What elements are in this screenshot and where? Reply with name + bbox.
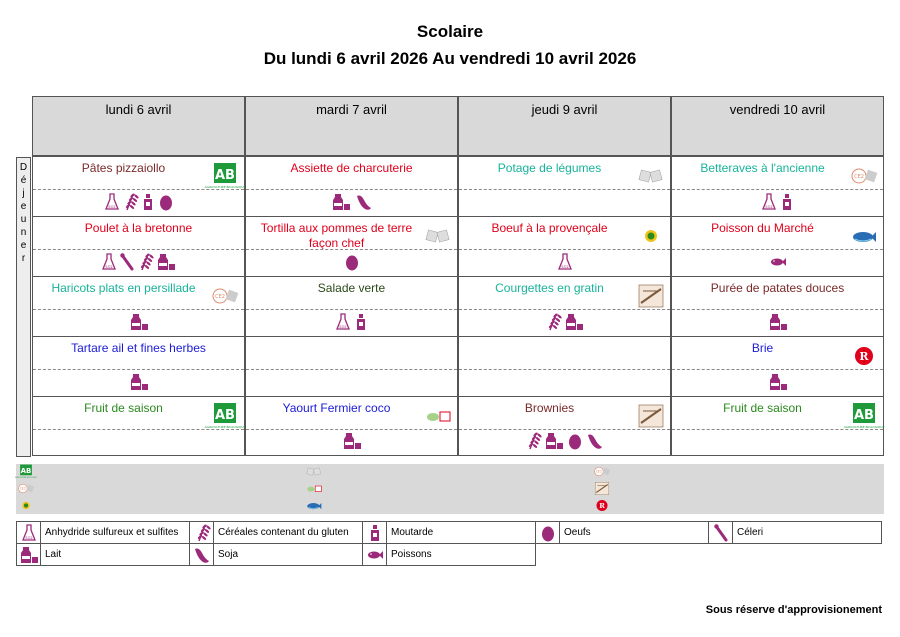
page-title: Scolaire xyxy=(416,22,484,41)
dashed-separator xyxy=(459,369,670,370)
svg-text:SO2: SO2 xyxy=(24,535,33,540)
allergen-legend-label: Lait xyxy=(41,544,190,566)
local-label-icon xyxy=(636,165,666,187)
meal-label-letter: é xyxy=(20,175,27,186)
sulfites-allergen-icon xyxy=(558,253,572,271)
menu-cell xyxy=(245,216,458,276)
dish-name: Poulet à la bretonne xyxy=(84,221,193,235)
eggs-allergen-icon xyxy=(345,253,359,271)
ferme-label-icon xyxy=(423,405,453,427)
svg-text:SO2: SO2 xyxy=(560,265,569,269)
allergen-icons xyxy=(246,191,457,213)
sulfites-allergen-icon xyxy=(762,193,776,211)
meal-label-letter: e xyxy=(20,240,27,251)
menu-cell xyxy=(245,336,458,396)
mustard-allergen-icon xyxy=(780,193,794,211)
milk-allergen-icon xyxy=(342,432,362,450)
milk-allergen-icon xyxy=(129,373,149,391)
fait-label-icon xyxy=(636,405,666,427)
dashed-separator xyxy=(672,309,883,310)
svg-text:CE2: CE2 xyxy=(19,486,26,491)
dashed-separator xyxy=(246,249,457,250)
dashed-separator xyxy=(672,189,883,190)
ferme-legend-icon xyxy=(306,481,322,496)
allergen-legend-row xyxy=(17,544,882,566)
labels-legend-band xyxy=(16,464,884,514)
menu-cell xyxy=(458,276,671,336)
dish-name: Purée de patates douces xyxy=(710,281,845,295)
sulfites-allergen-icon xyxy=(102,253,116,271)
menu-cell xyxy=(458,336,671,396)
day-header-4: vendredi 10 avril xyxy=(671,96,884,156)
fait-legend-icon xyxy=(594,481,610,496)
milk-allergen-icon xyxy=(331,193,351,211)
allergen-icons xyxy=(33,191,244,213)
meal-label-letter: D xyxy=(19,162,28,173)
gluten-allergen-icon xyxy=(190,522,214,544)
svg-text:SO2: SO2 xyxy=(107,205,116,209)
svg-text:AGRICULTURE BIOLOGIQUE: AGRICULTURE BIOLOGIQUE xyxy=(843,425,885,429)
ce2-label-icon xyxy=(849,165,879,187)
milk-allergen-icon xyxy=(564,313,584,331)
dish-name: Courgettes en gratin xyxy=(495,281,604,295)
dish-name: Potage de légumes xyxy=(497,161,602,175)
svg-text:CE2: CE2 xyxy=(854,174,864,180)
menu-cell xyxy=(32,156,245,216)
menu-cell xyxy=(671,336,884,396)
svg-text:SO2: SO2 xyxy=(764,205,773,209)
meal-label-letter: n xyxy=(20,227,27,238)
ab-label-icon xyxy=(204,405,246,429)
ab-legend-icon xyxy=(15,464,37,479)
allergen-legend-label: Anhydride sulfureux et sulfites xyxy=(41,522,190,544)
sulfites-allergen-icon xyxy=(336,313,350,331)
dish-name: Brie xyxy=(751,341,774,355)
menu-cell xyxy=(245,156,458,216)
svg-text:AB: AB xyxy=(215,408,235,423)
menu-cell xyxy=(32,396,245,456)
dish-name: Assiette de charcuterie xyxy=(290,161,413,175)
allergen-legend-label: Céréales contenant du gluten xyxy=(214,522,363,544)
fish-allergen-icon xyxy=(363,544,387,566)
milk-allergen-icon xyxy=(129,313,149,331)
milk-allergen-icon xyxy=(156,253,176,271)
soy-allergen-icon xyxy=(190,544,214,566)
milk-allergen-icon xyxy=(768,313,788,331)
day-header-2: mardi 7 avril xyxy=(245,96,458,156)
local-legend-icon xyxy=(306,464,322,479)
allergen-icons xyxy=(246,251,457,273)
milk-allergen-icon xyxy=(768,373,788,391)
ce2-label-icon xyxy=(210,285,240,307)
dashed-separator xyxy=(246,309,457,310)
svg-text:SO2: SO2 xyxy=(338,325,347,329)
dashed-separator xyxy=(459,249,670,250)
allergen-icons xyxy=(33,311,244,333)
menu-cell xyxy=(671,156,884,216)
dish-name: Tortilla aux pommes de terre façon chef xyxy=(260,221,413,250)
allergen-legend-row xyxy=(17,522,882,544)
dashed-separator xyxy=(33,369,244,370)
allergen-icons xyxy=(33,371,244,393)
svg-text:CE2: CE2 xyxy=(595,469,602,474)
svg-text:SO2: SO2 xyxy=(104,265,113,269)
svg-text:R: R xyxy=(859,350,869,363)
svg-text:AB: AB xyxy=(20,467,32,476)
menu-cell xyxy=(671,276,884,336)
allergen-icons xyxy=(33,430,244,452)
menu-cell xyxy=(458,216,671,276)
meal-label-letter: e xyxy=(20,201,27,212)
svg-text:AB: AB xyxy=(854,408,874,423)
msc-legend-icon xyxy=(306,498,322,513)
fait-label-icon xyxy=(636,285,666,307)
ab-label-icon xyxy=(204,165,246,189)
gluten-allergen-icon xyxy=(138,253,152,271)
soy-allergen-icon xyxy=(355,193,373,211)
allergen-icons xyxy=(672,430,883,452)
celery-allergen-icon xyxy=(709,522,733,544)
gluten-allergen-icon xyxy=(123,193,137,211)
allergen-icons xyxy=(33,251,244,273)
dashed-separator xyxy=(672,249,883,250)
eggs-allergen-icon xyxy=(536,522,560,544)
menu-cell xyxy=(671,396,884,456)
allergen-legend-label: Soja xyxy=(214,544,363,566)
ce2-legend-icon xyxy=(18,481,34,496)
dish-name: Fruit de saison xyxy=(723,401,802,415)
dish-name: Yaourt Fermier coco xyxy=(282,401,391,415)
sulfites-allergen-icon xyxy=(105,193,119,211)
dish-name: Salade verte xyxy=(317,281,386,295)
meal-label-dejeuner xyxy=(16,157,31,457)
lr-label-icon xyxy=(849,345,879,367)
dish-name: Poisson du Marché xyxy=(711,221,814,235)
soy-allergen-icon xyxy=(586,432,604,450)
allergen-icons xyxy=(672,191,883,213)
menu-cell xyxy=(32,216,245,276)
dashed-separator xyxy=(246,189,457,190)
ab-label-icon xyxy=(843,405,885,429)
allergen-icons xyxy=(459,251,670,273)
eggs-allergen-icon xyxy=(159,193,173,211)
dish-name: Haricots plats en persillade xyxy=(51,281,196,295)
allergen-icons xyxy=(459,430,670,452)
dashed-separator xyxy=(33,249,244,250)
svg-text:CE2: CE2 xyxy=(215,294,225,300)
day-header-3: jeudi 9 avril xyxy=(458,96,671,156)
milk-allergen-icon xyxy=(544,432,564,450)
menu-cell xyxy=(458,396,671,456)
svg-text:AB: AB xyxy=(215,168,235,183)
msc-label-icon xyxy=(849,225,879,247)
eggs-allergen-icon xyxy=(568,432,582,450)
svg-text:AGRICULTURE BIOLOGIQUE: AGRICULTURE BIOLOGIQUE xyxy=(15,477,37,479)
allergen-icons xyxy=(672,371,883,393)
allergen-icons xyxy=(672,251,883,273)
meal-label-letter: r xyxy=(21,253,26,264)
mustard-allergen-icon xyxy=(354,313,368,331)
dish-name: Tartare ail et fines herbes xyxy=(71,341,206,355)
menu-cell xyxy=(245,276,458,336)
menu-cell xyxy=(32,276,245,336)
allergen-icons xyxy=(459,311,670,333)
allergen-icons xyxy=(246,430,457,452)
gluten-allergen-icon xyxy=(546,313,560,331)
local-label-icon xyxy=(423,225,453,247)
lr-legend-icon xyxy=(594,498,610,513)
dashed-separator xyxy=(246,369,457,370)
ce2-legend-icon xyxy=(594,464,610,479)
allergen-icons xyxy=(246,311,457,333)
allergen-icons xyxy=(672,311,883,333)
menu-cell xyxy=(458,156,671,216)
dish-name: Fruit de saison xyxy=(84,401,163,415)
allergen-legend-label: Céleri xyxy=(733,522,882,544)
meal-label-letter: j xyxy=(22,188,25,199)
dashed-separator xyxy=(459,189,670,190)
svg-text:AGRICULTURE BIOLOGIQUE: AGRICULTURE BIOLOGIQUE xyxy=(204,185,246,189)
dashed-separator xyxy=(459,309,670,310)
dish-name: Pâtes pizzaiollo xyxy=(81,161,166,175)
mustard-allergen-icon xyxy=(363,522,387,544)
meal-label-letter: u xyxy=(20,214,27,225)
allergen-legend-label: Moutarde xyxy=(387,522,536,544)
menu-cell xyxy=(245,396,458,456)
allergen-icons xyxy=(459,371,670,393)
day-header-1: lundi 6 avril xyxy=(32,96,245,156)
mustard-allergen-icon xyxy=(141,193,155,211)
dish-name: Betteraves à l'ancienne xyxy=(700,161,825,175)
celery-allergen-icon xyxy=(120,253,134,271)
dish-name: Brownies xyxy=(524,401,575,415)
allergen-icons xyxy=(246,371,457,393)
dashed-separator xyxy=(33,309,244,310)
svg-text:R: R xyxy=(599,501,605,510)
allergen-legend-table xyxy=(16,521,882,566)
sulfites-allergen-icon xyxy=(17,522,41,544)
fish-allergen-icon xyxy=(769,253,787,271)
svg-text:AGRICULTURE BIOLOGIQUE: AGRICULTURE BIOLOGIQUE xyxy=(204,425,246,429)
dashed-separator xyxy=(672,369,883,370)
bbc-legend-icon xyxy=(18,498,34,513)
allergen-legend-label: Oeufs xyxy=(560,522,709,544)
menu-cell xyxy=(671,216,884,276)
bbc-label-icon xyxy=(636,225,666,247)
allergen-icons xyxy=(459,191,670,213)
gluten-allergen-icon xyxy=(526,432,540,450)
menu-cell xyxy=(32,336,245,396)
footer-note: Sous réserve d'approvisionement xyxy=(705,604,882,616)
allergen-legend-label: Poissons xyxy=(387,544,536,566)
milk-allergen-icon xyxy=(17,544,41,566)
page-subtitle: Du lundi 6 avril 2026 Au vendredi 10 avril 2026 xyxy=(263,49,637,68)
dish-name: Boeuf à la provençale xyxy=(491,221,608,235)
